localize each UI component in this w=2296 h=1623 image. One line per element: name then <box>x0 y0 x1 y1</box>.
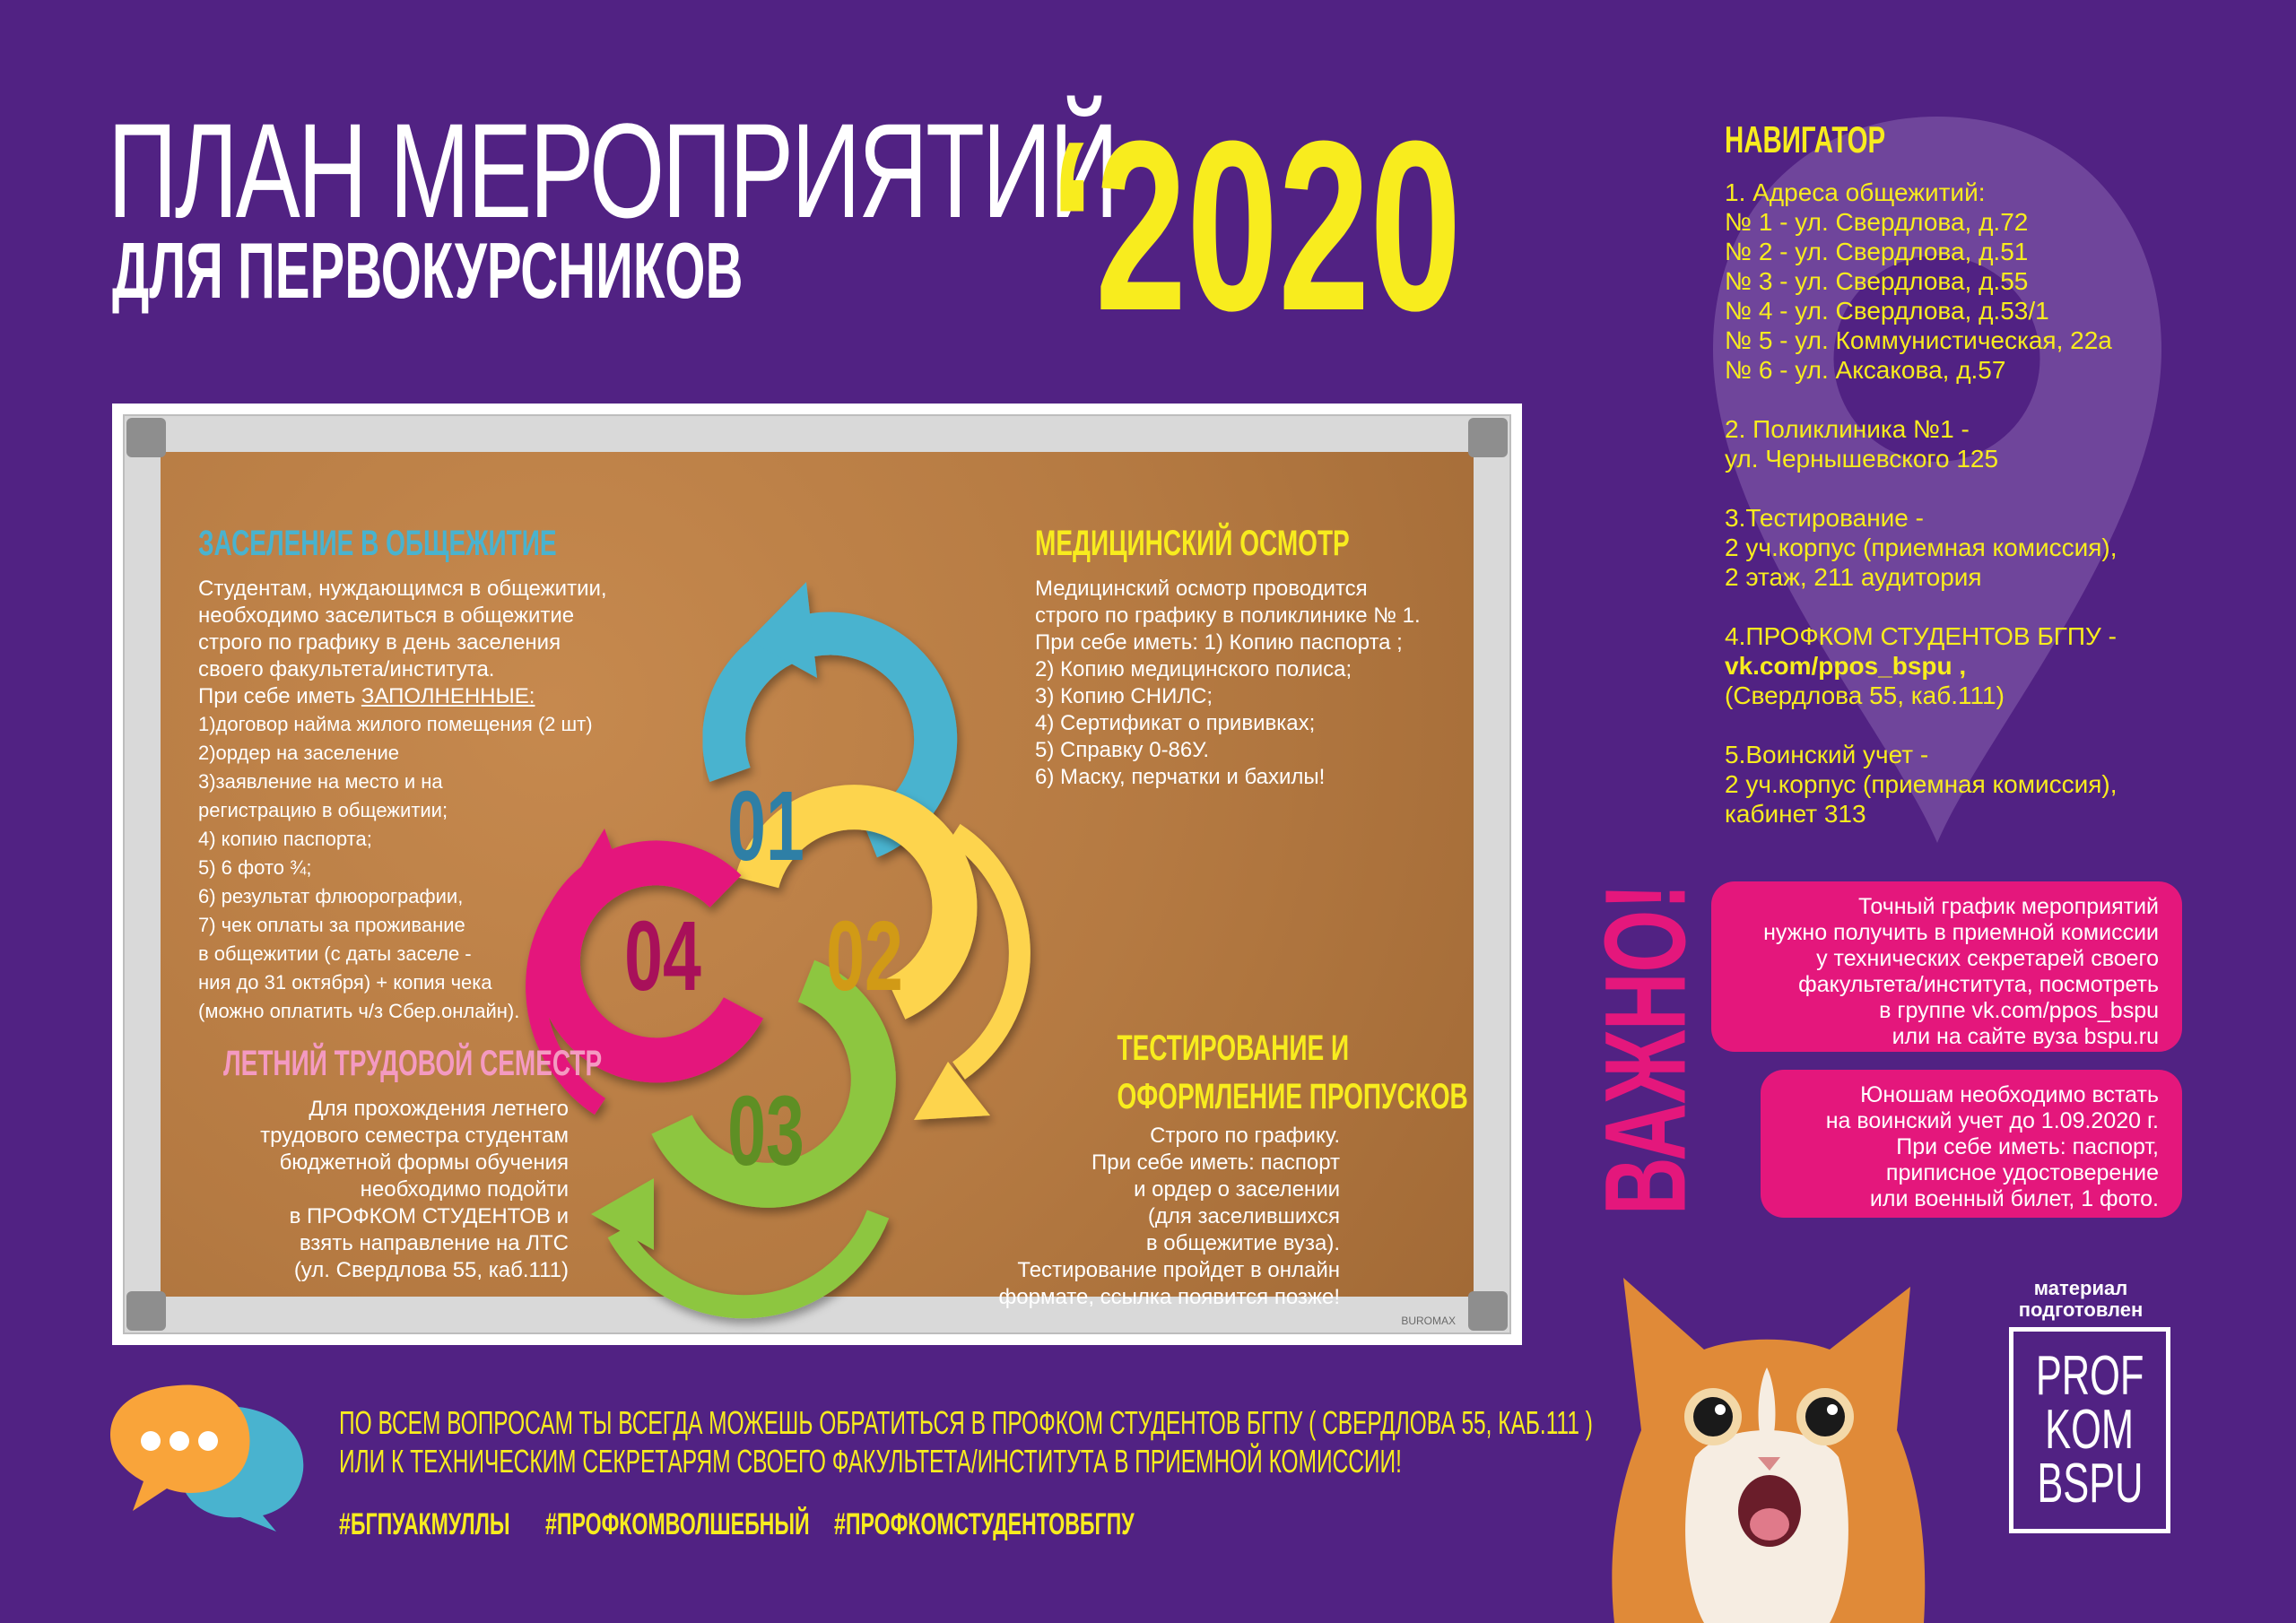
notice-line: Юношам необходимо встать <box>1860 1082 2159 1107</box>
dormitory-item: 1)договор найма жилого помещения (2 шт) <box>198 713 593 735</box>
medical-line: Медицинский осмотр проводится <box>1035 577 1368 601</box>
navigator-line: 1. Адреса общежитий: <box>1725 178 1986 206</box>
navigator-line: № 3 - ул. Свердлова, д.55 <box>1725 267 2029 295</box>
navigator-line: № 5 - ул. Коммунистическая, 22а <box>1725 326 2112 354</box>
dormitory-intro-line: своего факультета/института. <box>198 657 495 681</box>
dormitory-item: (можно оплатить ч/з Сбер.онлайн). <box>198 1000 520 1022</box>
testing-title-line: ОФОРМЛЕНИЕ ПРОПУСКОВ <box>1117 1077 1468 1116</box>
medical-line: 2) Копию медицинского полиса; <box>1035 657 1352 681</box>
notice-line: При себе иметь: паспорт, <box>1896 1134 2159 1159</box>
navigator-line: 2. Поликлиника №1 - <box>1725 415 1970 443</box>
hashtag[interactable]: #ПРОФКОМСТУДЕНТОВБГПУ <box>834 1507 1135 1541</box>
medical-line: 6) Маску, перчатки и бахилы! <box>1035 765 1326 789</box>
prepared-by-label <box>2005 1278 2157 1321</box>
chat-bubbles-icon <box>106 1381 312 1533</box>
board-brand: BUROMAX <box>1401 1315 1456 1327</box>
logo-line: BSPU <box>2036 1453 2144 1515</box>
prepared-line: материал <box>2033 1277 2128 1299</box>
navigator-line: 2 этаж, 211 аудитория <box>1725 563 1982 591</box>
dormitory-title: ЗАСЕЛЕНИЕ В ОБЩЕЖИТИЕ <box>198 524 557 563</box>
important-label-text: ВАЖНО! <box>1581 882 1709 1216</box>
testing-text <box>968 1123 1340 1311</box>
medical-line: При себе иметь: 1) Копию паспорта ; <box>1035 630 1403 655</box>
navigator-link[interactable]: vk.com/ppos_bspu , <box>1725 652 1967 680</box>
notice-line: у технических секретарей своего <box>1816 946 2159 971</box>
military-notice <box>1761 1070 2182 1218</box>
page-subtitle: ДЛЯ ПЕРВОКУРСНИКОВ <box>112 226 744 315</box>
testing-title-line: ТЕСТИРОВАНИЕ И <box>1117 1028 1350 1068</box>
navigator-title: НАВИГАТОР <box>1725 118 1886 161</box>
dormitory-item: 6) результат флюорографии, <box>198 885 464 907</box>
navigator-line: № 6 - ул. Аксакова, д.57 <box>1725 356 2006 384</box>
logo-line: PROF <box>2035 1345 2144 1407</box>
notice-line: нужно получить в приемной комиссии <box>1763 920 2159 945</box>
testing-line: Строго по графику. <box>1150 1124 1340 1148</box>
step-02-label: 02 <box>826 901 903 1012</box>
dormitory-item: 3)заявление на место и на <box>198 770 443 793</box>
board-corner <box>1468 1291 1508 1331</box>
medical-line: 5) Справку 0-86У. <box>1035 738 1209 762</box>
dormitory-bring-line <box>198 683 607 710</box>
summer-line: (ул. Свердлова 55, каб.111) <box>293 1258 569 1282</box>
navigator-line: ул. Чернышевского 125 <box>1725 445 1999 473</box>
medical-line: 4) Сертификат о прививках; <box>1035 711 1316 735</box>
notice-line: на воинский учет до 1.09.2020 г. <box>1825 1108 2159 1133</box>
medical-title: МЕДИЦИНСКИЙ ОСМОТР <box>1035 524 1350 563</box>
summer-line: взять направление на ЛТС <box>299 1231 569 1255</box>
navigator-line: № 1 - ул. Свердлова, д.72 <box>1725 208 2029 236</box>
prepared-line: подготовлен <box>2018 1298 2144 1321</box>
medical-text <box>1035 576 1421 791</box>
testing-line: и ордер о заселении <box>1134 1177 1340 1202</box>
navigator-line: кабинет 313 <box>1725 800 1866 828</box>
navigator-line: 5.Воинский учет - <box>1725 741 1929 768</box>
hashtag[interactable]: #БГПУАКМУЛЛЫ <box>339 1507 510 1541</box>
navigator-list <box>1725 178 2118 829</box>
medical-line: 3) Копию СНИЛС; <box>1035 684 1213 708</box>
summer-title: ЛЕТНИЙ ТРУДОВОЙ СЕМЕСТР <box>223 1044 603 1083</box>
navigator-line: 4.ПРОФКОМ СТУДЕНТОВ БГПУ - <box>1725 622 2117 650</box>
medical-line: строго по графику в поликлинике № 1. <box>1035 603 1421 628</box>
dormitory-item: 5) 6 фото ¾; <box>198 856 312 879</box>
summer-text <box>223 1096 569 1284</box>
navigator-line: № 2 - ул. Свердлова, д.51 <box>1725 238 2029 265</box>
year-label: ‘2020 <box>1049 91 1462 361</box>
dormitory-intro-line: Студентам, нуждающимся в общежитии, <box>198 577 607 601</box>
testing-line: При себе иметь: паспорт <box>1091 1150 1340 1175</box>
step-04-label: 04 <box>624 901 701 1012</box>
dormitory-item: ния до 31 октября) + копия чека <box>198 971 492 994</box>
step-01-label: 01 <box>727 771 804 882</box>
board-corner <box>1468 418 1508 457</box>
footer-line: ПО ВСЕМ ВОПРОСАМ ТЫ ВСЕГДА МОЖЕШЬ ОБРАТИТЬСЯ В ПРОФКОМ СТУДЕНТОВ БГПУ ( СВЕРДЛОВА 55, КАБ.111 ) <box>339 1404 1593 1441</box>
bring-prefix: При себе иметь <box>198 684 356 708</box>
board-corner <box>126 418 166 457</box>
dormitory-intro-line: необходимо заселиться в общежитие <box>198 603 575 628</box>
summer-line: трудового семестра студентам <box>260 1124 569 1148</box>
notice-line: в группе vk.com/ppos_bspu <box>1879 998 2159 1023</box>
testing-line: Тестирование пройдет в онлайн <box>1017 1258 1340 1282</box>
testing-line: в общежитие вуза). <box>1145 1231 1340 1255</box>
dormitory-item: в общежитии (с даты заселе - <box>198 942 472 965</box>
cat-photo <box>1587 1251 1991 1623</box>
dormitory-item: 7) чек оплаты за проживание <box>198 914 465 936</box>
footer-message <box>339 1403 1593 1480</box>
schedule-notice <box>1711 881 2182 1052</box>
navigator-line: 3.Тестирование - <box>1725 504 1924 532</box>
testing-title <box>1022 1024 1468 1121</box>
profkom-logo <box>2009 1327 2170 1533</box>
navigator-line: № 4 - ул. Свердлова, д.53/1 <box>1725 297 2049 325</box>
board-corner <box>126 1291 166 1331</box>
testing-line: (для заселившихся <box>1147 1204 1340 1228</box>
navigator-line: 2 уч.корпус (приемная комиссия), <box>1725 770 2118 798</box>
board-frame <box>123 414 1511 1334</box>
page-title: ПЛАН МЕРОПРИЯТИЙ <box>108 95 1117 246</box>
logo-line: KOM <box>2045 1399 2135 1461</box>
cork-board <box>112 404 1522 1345</box>
summer-line: необходимо подойти <box>360 1177 569 1202</box>
dormitory-intro-line: строго по графику в день заселения <box>198 630 561 655</box>
hashtag[interactable]: #ПРОФКОМВОЛШЕБНЫЙ <box>545 1507 810 1541</box>
dormitory-text <box>198 576 607 1026</box>
navigator-line: (Свердлова 55, каб.111) <box>1725 681 2005 709</box>
notice-line: приписное удостоверение <box>1885 1160 2159 1185</box>
notice-line: или военный билет, 1 фото. <box>1869 1186 2159 1211</box>
notice-line: Точный график мероприятий <box>1858 894 2159 919</box>
testing-line: формате, ссылка появится позже! <box>998 1285 1340 1309</box>
dormitory-item: 4) копию паспорта; <box>198 828 372 850</box>
dormitory-item: регистрацию в общежитии; <box>198 799 448 821</box>
step-03-label: 03 <box>727 1076 804 1187</box>
footer-line: ИЛИ К ТЕХНИЧЕСКИМ СЕКРЕТАРЯМ СВОЕГО ФАКУЛЬТЕТА/ИНСТИТУТА В ПРИЕМНОЙ КОМИССИИ! <box>339 1443 1402 1480</box>
cork-surface <box>161 452 1474 1309</box>
summer-line: бюджетной формы обучения <box>279 1150 569 1175</box>
important-label <box>1581 882 1709 1216</box>
dormitory-item: 2)ордер на заселение <box>198 742 400 764</box>
summer-line: Для прохождения летнего <box>309 1097 569 1121</box>
navigator-line: 2 уч.корпус (приемная комиссия), <box>1725 534 2118 561</box>
notice-line: факультета/института, посмотреть <box>1798 972 2159 997</box>
notice-line: или на сайте вуза bspu.ru <box>1892 1024 2159 1049</box>
bring-filled: ЗАПОЛНЕННЫЕ: <box>361 684 535 708</box>
summer-line: в ПРОФКОМ СТУДЕНТОВ и <box>289 1204 569 1228</box>
